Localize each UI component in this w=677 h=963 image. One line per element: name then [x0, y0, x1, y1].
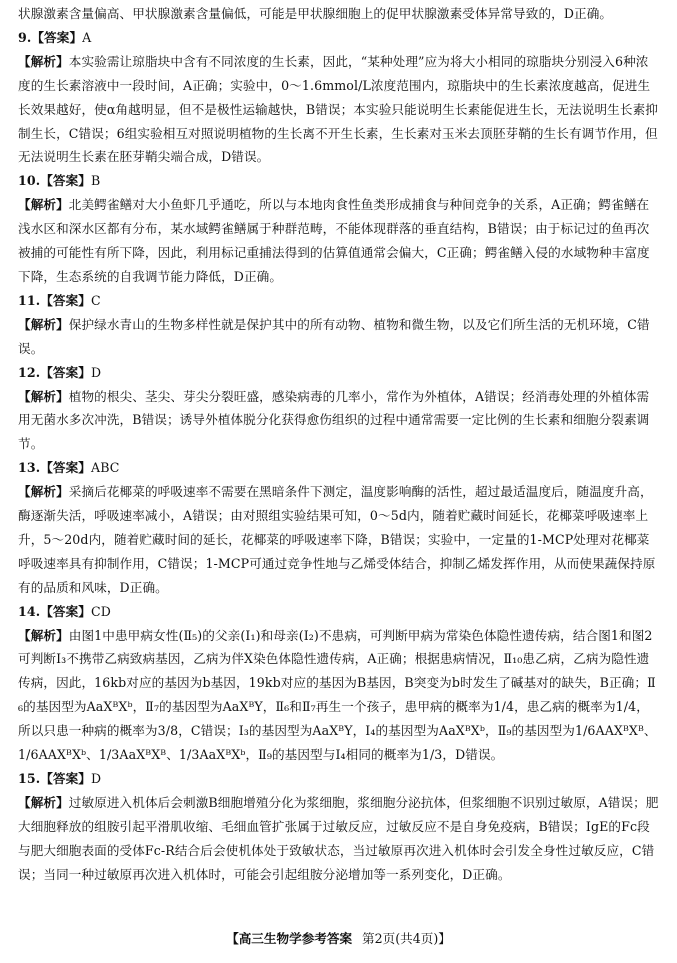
question-number: 10. — [18, 173, 41, 189]
answer-tag: 【答案】 — [40, 364, 91, 380]
analysis-paragraph — [18, 480, 659, 600]
answer-tag: 【答案】 — [40, 460, 91, 476]
answer-tag: 【答案】 — [31, 29, 83, 45]
analysis-tag: 【解析】 — [18, 484, 69, 500]
question-number: 14. — [18, 603, 41, 619]
analysis-paragraph — [18, 50, 659, 170]
question-block-9 — [18, 26, 659, 169]
question-block-13 — [18, 456, 659, 599]
analysis-text: 采摘后花椰菜的呼吸速率不需要在黑暗条件下测定，温度影响酶的活性，超过最适温度后，随温度升高，酶逐渐失活，呼吸速率减小，A错误；由对照组实验结果可知，0～5d内，随着贮藏时间延长，花椰菜呼吸速率上升，5～20d内，随着贮藏时间的延长，花椰菜的呼吸速率下降，B错误；实验中，一定量的1-MCP处理对花椰菜呼吸速率具有抑制作用，C错误；1-MCP可通过竞争性地与乙烯受体结合，抑制乙烯发挥作用，从而使果蔬保持原有的品质和风味，D正确。 — [18, 484, 656, 595]
analysis-text: 保护绿水青山的生物多样性就是保护其中的所有动物、植物和微生物，以及它们所生活的无机环境，C错误。 — [18, 316, 650, 356]
analysis-paragraph — [18, 385, 659, 457]
question-number: 11. — [18, 292, 41, 308]
answer-line — [18, 169, 659, 193]
question-number: 9. — [18, 29, 32, 45]
answer-value: D — [91, 364, 102, 380]
analysis-text: 由图1中患甲病女性(Ⅱ₅)的父亲(Ⅰ₁)和母亲(Ⅰ₂)不患病，可判断甲病为常染色体隐性遗传病，结合图1和图2可判断Ⅰ₃不携带乙病致病基因，乙病为伴X染色体隐性遗传病，A正确；根据患病情况，Ⅱ₁₀患乙病，乙病为隐性遗传病，因此，16kb对应的基因为b基因，19kb对应的基因为B基因，B突变为b时发生了碱基对的缺失，B正确；Ⅱ₆的基因型为AaXᴮXᵇ，Ⅱ₇的基因型为AaXᴮY，Ⅱ₆和Ⅱ₇再生一个孩子，患甲病的概率为1/4，患乙病的概率为1/4，所以只患一种病的概率为3/8，C错误；Ⅰ₃的基因型为AaXᴮY，Ⅰ₄的基因型为AaXᴮXᵇ，Ⅱ₉的基因型为1/6AAXᴮXᴮ、1/6AAXᴮXᵇ、1/3AaXᴮXᴮ、1/3AaXᴮXᵇ，Ⅱ₉的基因型与Ⅰ₄相同的概率为1/3，D错误。 — [18, 627, 657, 763]
analysis-tag: 【解析】 — [18, 197, 69, 213]
answer-tag: 【答案】 — [40, 603, 91, 619]
analysis-paragraph — [18, 193, 659, 289]
analysis-tag: 【解析】 — [18, 53, 69, 69]
question-number: 13. — [18, 460, 41, 476]
analysis-text: 植物的根尖、茎尖、芽尖分裂旺盛，感染病毒的几率小，常作为外植体，A错误；经消毒处理的外植体需用无菌水多次冲洗，B错误；诱导外植体脱分化获得愈伤组织的过程中通常需要一定比例的生长素和细胞分裂素调节。 — [18, 388, 650, 452]
analysis-tag: 【解析】 — [18, 794, 69, 810]
answer-value: B — [91, 173, 101, 189]
answer-value: D — [91, 771, 102, 786]
answer-tag: 【答案】 — [40, 771, 91, 786]
answer-line — [18, 767, 659, 791]
analysis-tag: 【解析】 — [18, 627, 69, 643]
answer-line — [18, 26, 659, 50]
page-footer — [0, 928, 677, 947]
answer-value: A — [82, 29, 92, 45]
question-number: 15. — [18, 771, 41, 786]
footer-page-number: 第2页(共4页)】 — [362, 931, 451, 946]
question-block-12 — [18, 361, 659, 457]
footer-title: 【高三生物学参考答案 — [226, 931, 353, 946]
answer-line — [18, 600, 659, 624]
answer-value: ABC — [91, 460, 120, 476]
analysis-text: 北美鳄雀鳝对大小鱼虾几乎通吃，所以与本地肉食性鱼类形成捕食与种间竞争的关系，A正确；鳄雀鳝在浅水区和深水区都有分布，某水域鳄雀鳝属于种群范畴，不能体现群落的垂直结构，B错误；由于标记过的鱼再次被捕的可能性有所下降，因此，利用标记重捕法得到的估算值通常会偏大，C正确；鳄雀鳝入侵的水域物种丰富度下降，生态系统的自我调节能力降低，D正确。 — [18, 197, 650, 284]
question-block-11 — [18, 289, 659, 361]
answer-tag: 【答案】 — [40, 173, 91, 189]
analysis-tag: 【解析】 — [18, 316, 69, 332]
analysis-paragraph — [18, 624, 659, 767]
answer-line — [18, 289, 659, 313]
question-block-15 — [18, 767, 659, 887]
analysis-tag: 【解析】 — [18, 388, 69, 404]
analysis-paragraph — [18, 313, 659, 361]
question-block-10 — [18, 169, 659, 289]
question-number: 12. — [18, 364, 41, 380]
answer-line — [18, 456, 659, 480]
question-block-14 — [18, 600, 659, 767]
answer-tag: 【答案】 — [40, 292, 91, 308]
continued-text: 状腺激素含量偏高、甲状腺激素含量偏低，可能是甲状腺细胞上的促甲状腺激素受体异常导致的，D正确。 — [18, 6, 613, 21]
answer-value: C — [91, 292, 101, 308]
analysis-text: 本实验需让琼脂块中含有不同浓度的生长素，因此，“某种处理”应为将大小相同的琼脂块分别浸入6种浓度的生长素溶液中一段时间，A正确；实验中，0～1.6mmol/L浓度范围内，琼脂块中的生长素浓度越高，促进生长效果越好，使α角越明显，但不是极性运输越快，B错误；本实验只能说明生长素能促进生长，无法说明生长素抑制生长，C错误；6组实验相互对照说明植物的生长离不开生长素，生长素对玉米去顶胚芽鞘的生长有调节作用，但无法说明生长素在胚芽鞘尖端合成，D错误。 — [18, 53, 658, 165]
analysis-text: 过敏原进入机体后会刺激B细胞增殖分化为浆细胞，浆细胞分泌抗体，但浆细胞不识别过敏原，A错误；肥大细胞释放的组胺引起平滑肌收缩、毛细血管扩张属于过敏反应，过敏反应不是自身免疫病，B错误；IgE的Fc段与肥大细胞表面的受体Fc-R结合后会使机体处于致敏状态，当过敏原再次进入机体时会引发全身性过敏反应，C错误；当同一种过敏原再次进入机体时，可能会引起组胺分泌增加等一系列变化，D正确。 — [18, 794, 659, 882]
answer-line — [18, 361, 659, 385]
analysis-paragraph — [18, 791, 659, 887]
answer-value: CD — [91, 603, 111, 619]
